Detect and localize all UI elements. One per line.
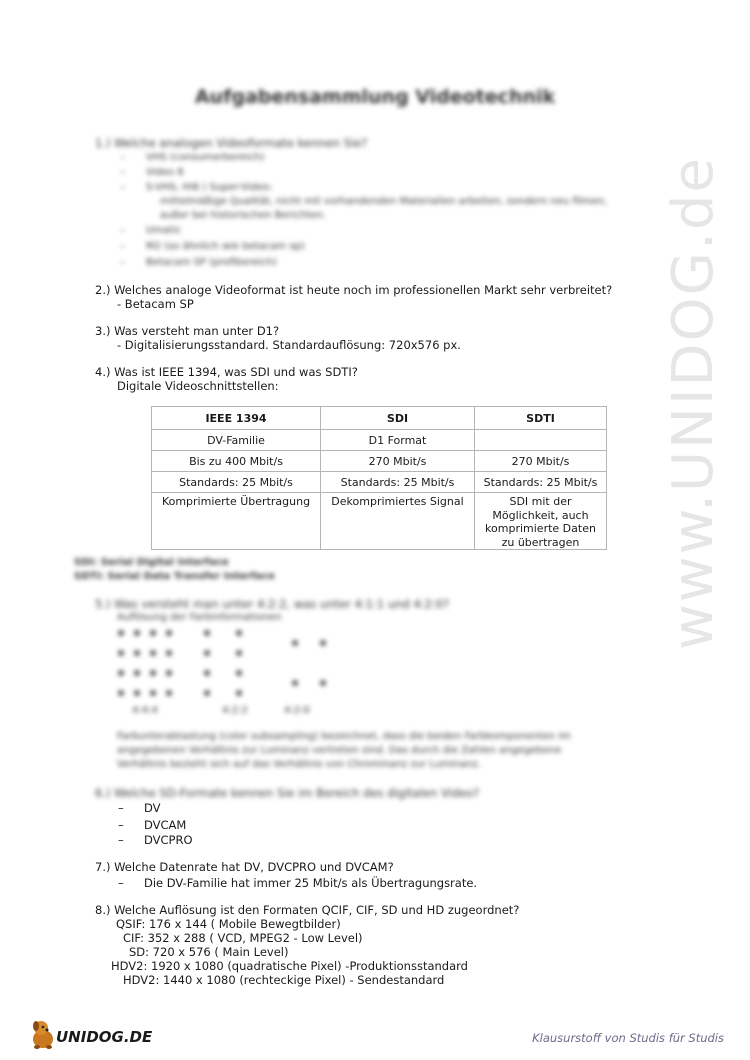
answer-7: – Die DV-Familie hat immer 25 Mbit/s als Übertragungsrate.: [118, 876, 478, 890]
table-cell: 270 Mbit/s: [321, 451, 475, 472]
answer-3: - Digitalisierungsstandard. Standardauflösung: 720x576 px.: [117, 338, 461, 352]
q5-paragraph: Farbunterabtastung (color subsampling) bezeichnet, dass die beiden Farbkomponenten im: [117, 731, 571, 742]
subsampling-label: 4:4:4: [132, 705, 158, 716]
table-header-row: [152, 407, 607, 430]
table-cell: 270 Mbit/s: [475, 451, 607, 472]
table-cell: Standards: 25 Mbit/s: [475, 472, 607, 493]
q8-line: CIF: 352 x 288 ( VCD, MPEG2 - Low Level): [123, 931, 363, 945]
q8-line: HDV2: 1920 x 1080 (quadratische Pixel) -Produktionsstandard: [111, 959, 468, 973]
q1-item: – M2 (so ähnlich wie betacam sp): [120, 241, 305, 252]
q5-paragraph: angegebenen Verhältnis zur Luminanz vertreten sind. Das durch die Zahlen angegebene: [117, 745, 562, 756]
question-2: 2.) Welches analoge Videoformat ist heute noch im professionellen Markt sehr verbreitet?: [95, 283, 613, 297]
table-row: [152, 451, 607, 472]
q6-item: – DVCAM: [118, 818, 187, 832]
question-1: 1.) Welche analogen Videoformate kennen Sie?: [95, 136, 368, 150]
definition-sdti: SDTI: Serial Data Transfer Interface: [74, 571, 275, 582]
q6-item: – DVCPRO: [118, 833, 193, 847]
table-cell: Dekomprimiertes Signal: [321, 493, 475, 550]
q1-item: – Betacam SP (profibereich): [120, 257, 277, 268]
q1-item: – VHS (consumerbereich): [120, 152, 265, 163]
q1-item: – Video 8: [120, 167, 184, 178]
subsampling-label: 4:2:2: [222, 705, 248, 716]
table-cell: DV-Familie: [152, 430, 321, 451]
q1-item: – Umatic: [120, 225, 182, 236]
answer-4: Digitale Videoschnittstellen:: [117, 379, 279, 393]
table-header: SDI: [321, 407, 475, 430]
table-cell: [475, 430, 607, 451]
subsampling-diagram: [118, 628, 358, 708]
q1-note: mittelmäßige Qualität, nicht mit vorhandenden Materialien arbeiten, sondern neu filmen,: [160, 196, 607, 207]
table-cell: Bis zu 400 Mbit/s: [152, 451, 321, 472]
question-5: 5.) Was versteht man unter 4:2:2, was unter 4:1:1 und 4:2:0?: [95, 597, 450, 611]
footer-tagline: Klausurstoff von Studis für Studis: [532, 1031, 724, 1045]
question-4: 4.) Was ist IEEE 1394, was SDI und was SDTI?: [95, 365, 358, 379]
table-row: [152, 430, 607, 451]
question-3: 3.) Was versteht man unter D1?: [95, 324, 280, 338]
q8-line: QSIF: 176 x 144 ( Mobile Bewegtbilder): [116, 917, 341, 931]
watermark-text: www.UNIDOG.de: [661, 156, 726, 650]
subsampling-label: 4:2:0: [284, 705, 310, 716]
logo-text: UNIDOG.DE: [56, 1028, 153, 1046]
q8-line: HDV2: 1440 x 1080 (rechteckige Pixel) - Sendestandard: [123, 973, 445, 987]
question-7: 7.) Welche Datenrate hat DV, DVCPRO und DVCAM?: [95, 860, 394, 874]
q1-item: – S-VHS, Hi8 ) Super-Video:: [120, 182, 273, 193]
table-header: IEEE 1394: [152, 407, 321, 430]
question-6: 6.) Welche SD-Formate kennen Sie im Bereich des digitalen Video?: [95, 786, 480, 800]
q5-paragraph: Verhältnis bezieht sich auf das Verhältnis von Chrominanz zur Luminanz.: [117, 759, 481, 770]
q1-note: außer bei historischen Berichten.: [160, 210, 326, 221]
table-cell: Komprimierte Übertragung: [152, 493, 321, 550]
interface-table-clip: [151, 406, 609, 549]
q6-item: – DV: [118, 801, 161, 815]
interface-table: [151, 406, 607, 550]
page-title: Aufgabensammlung Videotechnik: [194, 86, 556, 108]
table-row: [152, 493, 607, 550]
table-cell: D1 Format: [321, 430, 475, 451]
table-cell: Standards: 25 Mbit/s: [152, 472, 321, 493]
answer-5: Auflösung der Farbinformationen: [117, 612, 282, 623]
answer-2: - Betacam SP: [117, 297, 194, 311]
q8-line: SD: 720 x 576 ( Main Level): [129, 945, 289, 959]
dog-logo-icon: [28, 1018, 58, 1054]
table-cell: Standards: 25 Mbit/s: [321, 472, 475, 493]
question-8: 8.) Welche Auflösung ist den Formaten QCIF, CIF, SD und HD zugeordnet?: [95, 903, 520, 917]
definition-sdi: SDI: Serial Digital Interface: [74, 557, 229, 568]
table-row: [152, 472, 607, 493]
table-header: SDTI: [475, 407, 607, 430]
table-cell: SDI mit der Möglichkeit, auch komprimierte Daten zu übertragen: [475, 493, 607, 550]
